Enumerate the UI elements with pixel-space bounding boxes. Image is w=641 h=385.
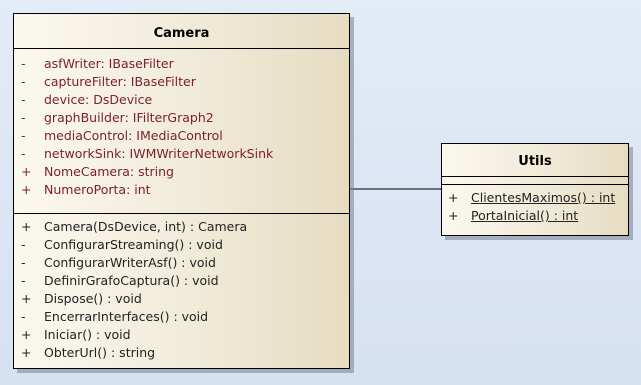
- operation-item[interactable]: [14, 290, 349, 308]
- visibility-marker: -: [21, 273, 26, 288]
- visibility-marker: -: [21, 110, 26, 125]
- operation-item[interactable]: [442, 207, 628, 225]
- visibility-marker: -: [21, 128, 26, 143]
- operation-item[interactable]: [14, 218, 349, 236]
- operation-list: [14, 218, 349, 362]
- visibility-marker: +: [21, 291, 32, 306]
- visibility-marker: +: [21, 219, 32, 234]
- attribute-item[interactable]: [14, 73, 349, 91]
- visibility-marker: +: [448, 190, 459, 205]
- operation-item[interactable]: [14, 254, 349, 272]
- visibility-marker: -: [21, 56, 26, 71]
- visibility-marker: -: [21, 237, 26, 252]
- operation-text: ConfigurarWriterAsf() : void: [44, 255, 216, 270]
- class-name-camera: Camera: [153, 26, 210, 41]
- operation-text: DefinirGrafoCaptura() : void: [44, 273, 219, 288]
- attribute-text: networkSink: IWMWriterNetworkSink: [44, 146, 274, 161]
- visibility-marker: -: [21, 309, 26, 324]
- attribute-text: mediaControl: IMediaControl: [44, 128, 223, 143]
- operation-list: [442, 189, 628, 225]
- attribute-text: captureFilter: IBaseFilter: [44, 74, 196, 89]
- attribute-text: graphBuilder: IFilterGraph2: [44, 110, 214, 125]
- attribute-text: NomeCamera: string: [44, 164, 174, 179]
- visibility-marker: +: [21, 327, 32, 342]
- attribute-item[interactable]: [14, 127, 349, 145]
- static-operation-text: ClientesMaximos() : int: [471, 190, 616, 205]
- operation-item[interactable]: [14, 236, 349, 254]
- operation-text: ConfigurarStreaming() : void: [44, 237, 223, 252]
- attribute-text: NumeroPorta: int: [44, 182, 151, 197]
- attribute-text: device: DsDevice: [44, 92, 153, 107]
- attribute-text: asfWriter: IBaseFilter: [44, 56, 174, 71]
- operation-item[interactable]: [14, 326, 349, 344]
- operation-text: EncerrarInterfaces() : void: [44, 309, 209, 324]
- class-name-utils: Utils: [518, 154, 552, 169]
- class-utils[interactable]: [441, 143, 629, 236]
- operation-text: Camera(DsDevice, int) : Camera: [44, 219, 248, 234]
- operations-divider: [442, 184, 628, 185]
- attribute-item[interactable]: [14, 109, 349, 127]
- attribute-item[interactable]: [14, 163, 349, 181]
- operation-item[interactable]: [14, 308, 349, 326]
- attribute-item[interactable]: [14, 55, 349, 73]
- visibility-marker: -: [21, 74, 26, 89]
- visibility-marker: -: [21, 92, 26, 107]
- attributes-divider: [442, 176, 628, 177]
- operation-text: Iniciar() : void: [44, 327, 131, 342]
- visibility-marker: +: [21, 182, 32, 197]
- attribute-item[interactable]: [14, 91, 349, 109]
- operation-text: ObterUrl() : string: [44, 345, 156, 360]
- visibility-marker: +: [21, 345, 32, 360]
- operation-item[interactable]: [442, 189, 628, 207]
- operation-item[interactable]: [14, 272, 349, 290]
- operations-divider: [14, 213, 349, 214]
- visibility-marker: -: [21, 146, 26, 161]
- attribute-list: [14, 55, 349, 199]
- visibility-marker: +: [21, 164, 32, 179]
- attributes-divider: [14, 48, 349, 49]
- attribute-item[interactable]: [14, 145, 349, 163]
- visibility-marker: -: [21, 255, 26, 270]
- class-camera[interactable]: [13, 13, 350, 369]
- visibility-marker: +: [448, 208, 459, 223]
- operation-item[interactable]: [14, 344, 349, 362]
- operation-text: Dispose() : void: [44, 291, 142, 306]
- static-operation-text: PortaInicial() : int: [471, 208, 579, 223]
- attribute-item[interactable]: [14, 181, 349, 199]
